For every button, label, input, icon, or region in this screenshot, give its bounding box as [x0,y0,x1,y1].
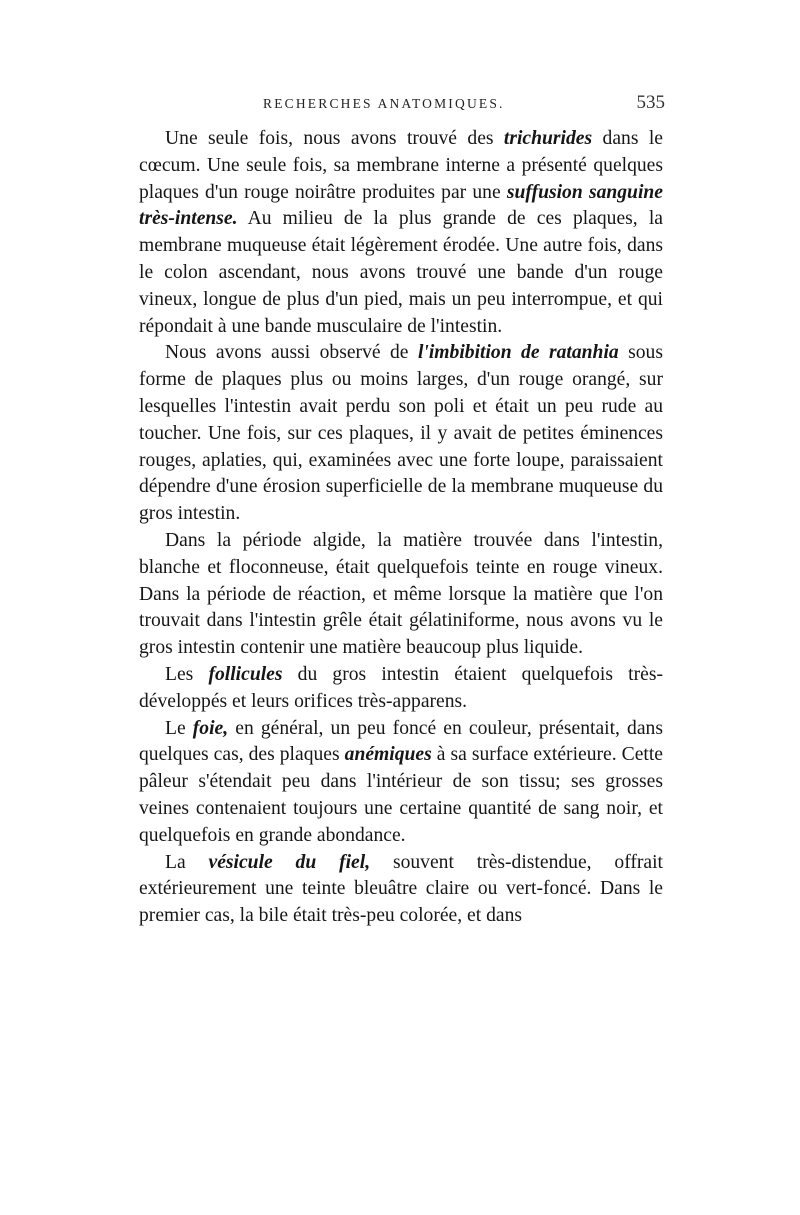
italic-term: foie, [192,717,229,739]
paragraph [139,850,663,930]
page-body [139,126,663,930]
italic-term: l'imbibition de ratanhia [417,342,619,364]
text-run: souvent très-distendue, offrait extérieurement une teinte bleuâtre claire ou vert-foncé. Dans le premier cas, la bile était très-peu colorée, et dans [139,851,663,927]
text-run: du gros intestin étaient quelquefois très-développés et leurs orifices très-apparens. [139,663,663,712]
italic-term: trichurides [503,128,593,149]
italic-term: anémiques [344,744,432,766]
text-run: à sa surface extérieure. Cette pâleur s'étendait peu dans l'intérieur de son tissu; ses grosses veines contenaient toujours une certaine quantité de sang noir, et quelquefois en grande abondance. [139,744,663,846]
text-run: Nous avons aussi observé de [165,342,418,364]
italic-term: vésicule du fiel, [208,851,371,873]
paragraph [139,340,663,528]
text-run: Une seule fois, nous avons trouvé des [165,128,504,149]
italic-term: follicules [208,663,283,685]
text-run: dans le cœcum. Une seule fois, sa membrane interne a présenté quelques plaques d'un rouge noirâtre produites par une [139,128,663,203]
text-run: Dans la période algide, la matière trouvée dans l'intestin, blanche et floconneuse, était quelquefois teinte en rouge vineux. Dans la période de réaction, et même lorsque la matière que l'on trouvait dans l'intestin grêle était gélatiniforme, nous avons vu le gros intestin contenir une matière beaucoup plus liquide. [139,529,663,659]
text-run: sous forme de plaques plus ou moins larges, d'un rouge orangé, sur lesquelles l'intestin avait perdu son poli et était un peu rude au toucher. Une fois, sur ces plaques, il y avait de petites éminences rouges, aplaties, qui, examinées avec une forte loupe, paraissaient dépendre d'une érosion superficielle de la membrane muqueuse du gros intestin. [139,342,663,525]
paragraph [139,126,663,340]
paragraph [139,662,663,716]
italic-term: suffusion sanguine très-intense. [139,181,663,230]
page-header [135,92,665,116]
running-title: RECHERCHES ANATOMIQUES. [263,96,505,111]
paragraph [139,528,663,662]
page-number: 535 [636,92,665,113]
text-run: en général, un peu foncé en couleur, présentait, dans quelques cas, des plaques [139,717,663,766]
text-run: Les [165,663,209,685]
text-run: La [165,851,209,873]
paragraph [139,716,663,850]
text-run: Le [165,717,193,739]
text-run: Au milieu de la plus grande de ces plaques, la membrane muqueuse était légèrement érodée. Une autre fois, dans le colon ascendant, nous avons trouvé une bande d'un rouge vineux, longue de plus d'un pied, mais un peu interrompue, et qui répondait à une bande musculaire de l'intestin. [139,208,663,337]
